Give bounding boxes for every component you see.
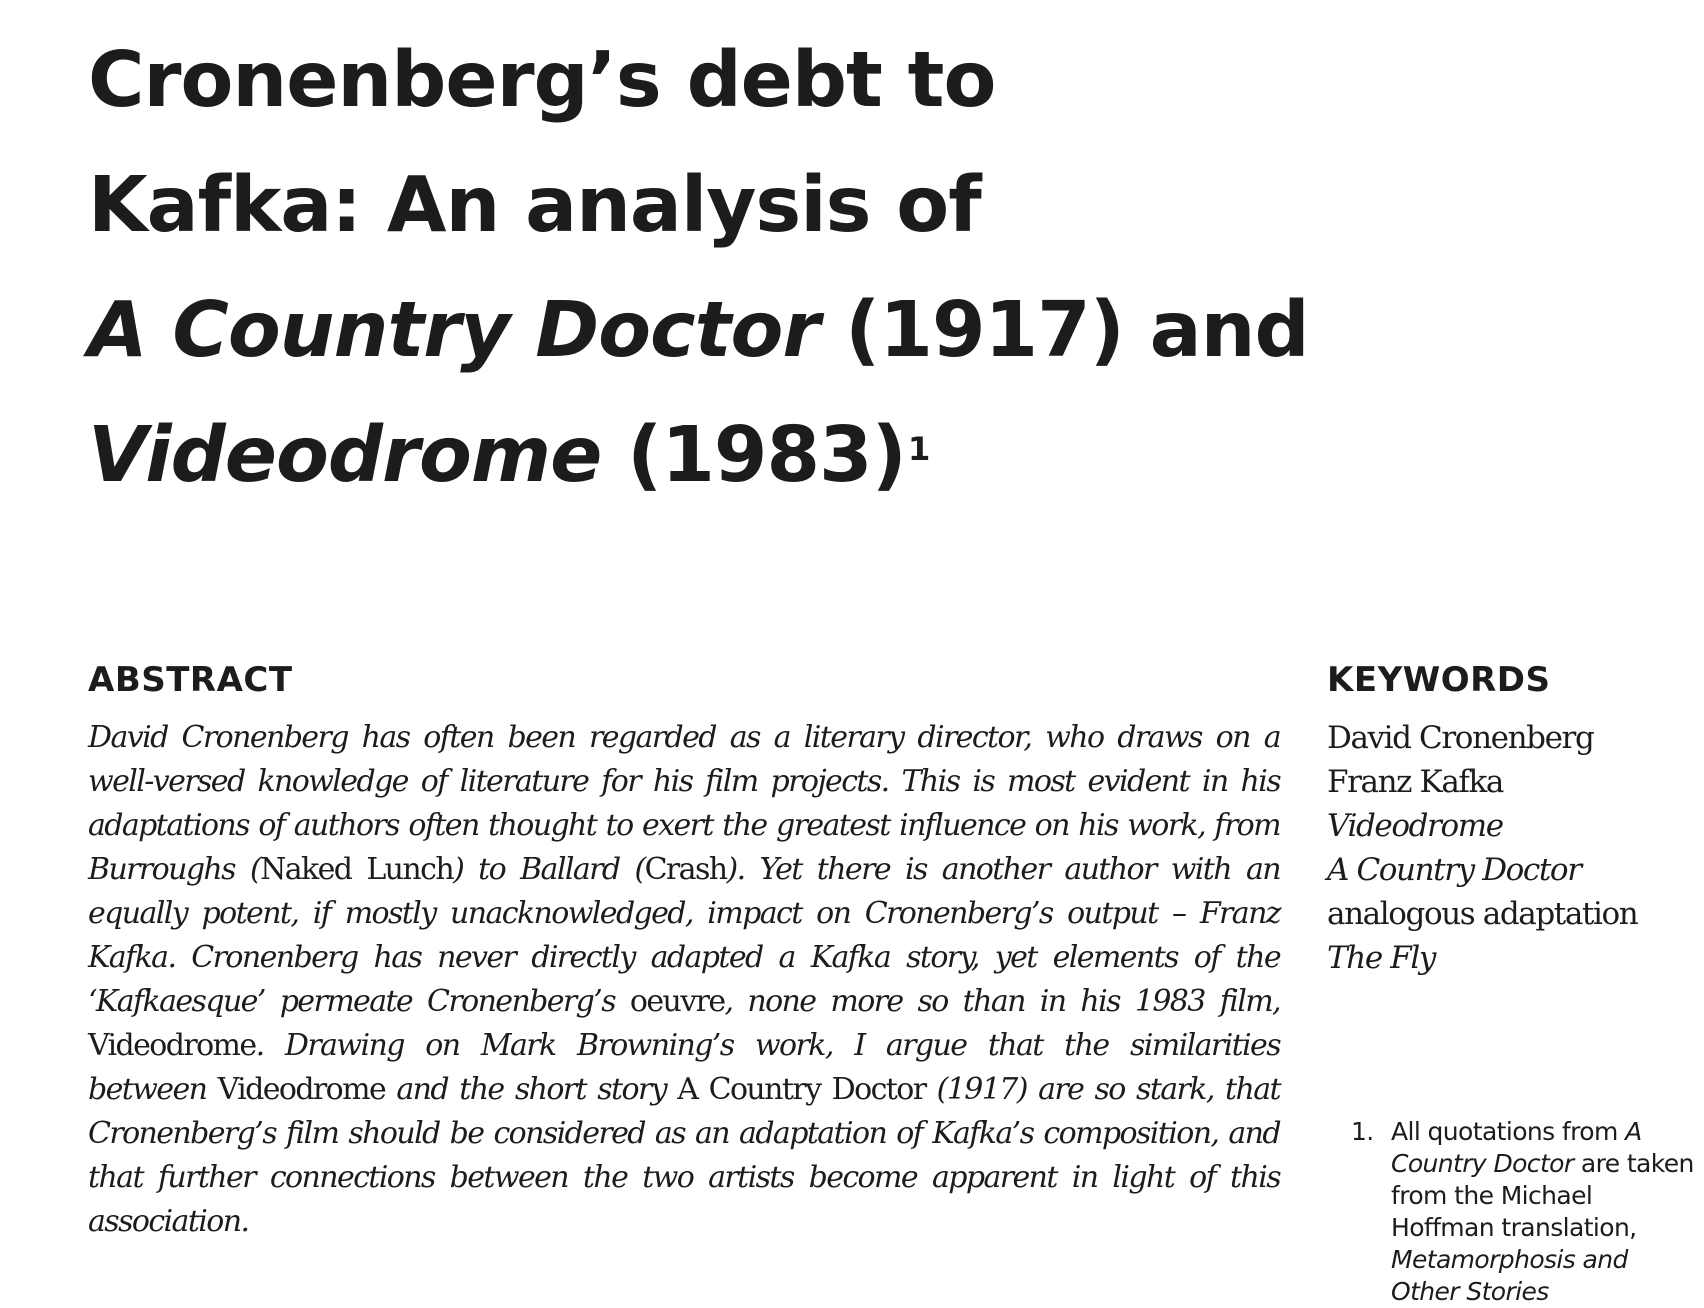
title-line-4-rest: (1983) (601, 411, 906, 500)
abstract-heading: ABSTRACT (88, 660, 293, 700)
title-line-3-rest: (1917) and (819, 286, 1309, 375)
title-footnote-marker[interactable]: 1 (907, 430, 930, 468)
title-videodrome: Videodrome (88, 411, 602, 500)
abstract-text-1: David Cronenberg has often been regarded as a literary director, who draws on a well-versed knowledge of literature for his film projects. This is most evident in his adaptations of authors often thought to exert the greatest influence on his work, from Burroughs ( (88, 720, 1280, 887)
abstract-word-oeuvre: oeuvre (629, 984, 725, 1019)
footnote-number: 1. (1351, 1117, 1374, 1146)
footnote-text (1391, 1116, 1701, 1308)
title-line-4 (88, 393, 1268, 518)
keyword-item: Videodrome (1327, 808, 1503, 844)
article-title (88, 18, 1309, 518)
abstract-text-2: ) to Ballard ( (453, 852, 645, 887)
abstract-text-4: , none more so than in his 1983 film, (724, 984, 1280, 1019)
keywords-heading: KEYWORDS (1327, 660, 1551, 700)
abstract-title-videodrome: Videodrome (88, 1028, 256, 1063)
footnote-text-1: All quotations from (1391, 1117, 1626, 1146)
keyword-item: The Fly (1327, 940, 1435, 976)
abstract-text-5: . Drawing on Mark Browning’s work, I argue that the similarities between (88, 1028, 1280, 1107)
keyword-item: David Cronenberg (1327, 720, 1594, 756)
abstract-title-crash: Crash (644, 852, 727, 887)
abstract-text-6: and the short story (385, 1072, 678, 1107)
footnote-title-metamorphosis: Metamorphosis and Other Stories (1391, 1245, 1628, 1306)
title-line-1: Cronenberg’s debt to (88, 36, 996, 125)
keyword-item: analogous adaptation (1327, 896, 1638, 932)
footnote-text-2: are taken from the Michael Hoffman translation, (1391, 1149, 1694, 1242)
abstract-title-naked-lunch: Naked Lunch (260, 852, 454, 887)
abstract-title-country-doctor: A Country Doctor (677, 1072, 926, 1107)
abstract-text-7: (1917) are so stark, that Cronenberg’s film should be considered as an adaptation of Kafka’s composition, and that further connections between the two artists become apparent in light of this association. (88, 1072, 1280, 1239)
title-country-doctor: A Country Doctor (88, 286, 820, 375)
keyword-item: Franz Kafka (1327, 764, 1503, 800)
abstract-body (88, 716, 1280, 1244)
keywords-list (1327, 716, 1697, 980)
title-line-2: Kafka: An analysis of (88, 161, 981, 250)
abstract-title-videodrome-2: Videodrome (217, 1072, 386, 1107)
abstract-text-3: ). Yet there is another author with an equally potent, if mostly unacknowledged, impact on Cronenberg’s output – Franz Kafka. Cronenberg has never directly adapted a Kafka story, yet elements of the ‘Kafkaesque’ permeate Cronenberg’s (88, 852, 1280, 1019)
keyword-item: A Country Doctor (1327, 852, 1581, 888)
title-line-3 (88, 268, 1309, 393)
footnote-title-country-doctor: A Country Doctor (1391, 1117, 1642, 1178)
